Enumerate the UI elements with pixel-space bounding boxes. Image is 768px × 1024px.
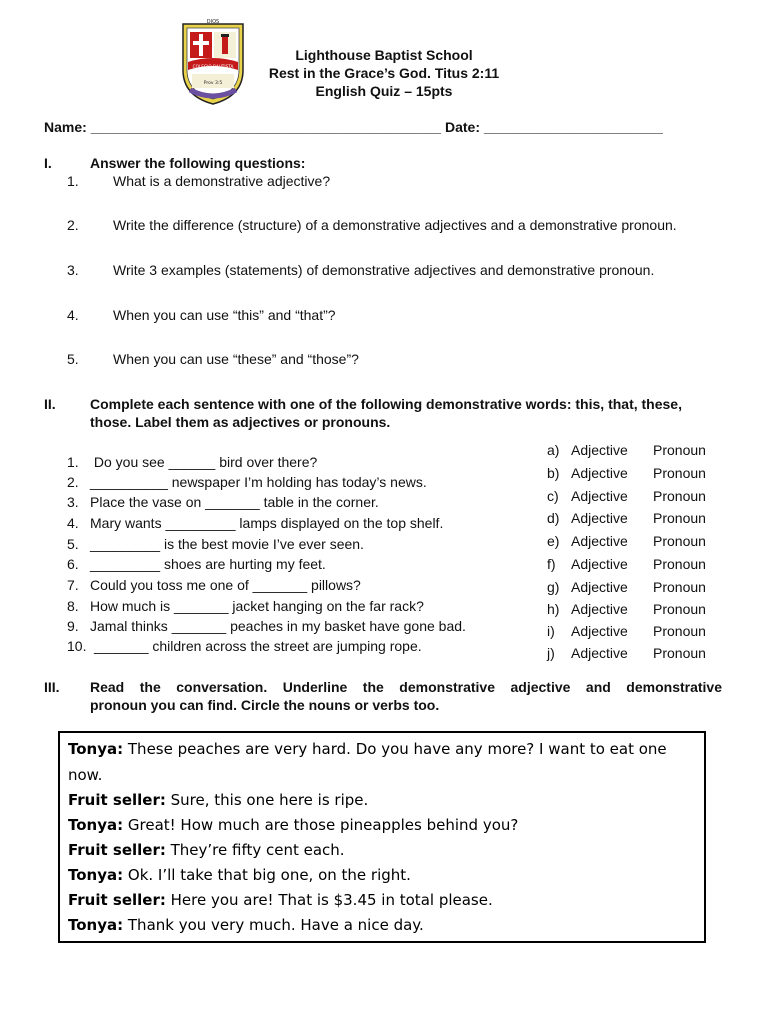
conversation-line (68, 891, 493, 909)
option-pronoun[interactable]: Pronoun (653, 465, 706, 481)
dialogue-text: These peaches are very hard. Do you have any more? I want to eat one (123, 740, 667, 758)
dialogue-text: They’re fifty cent each. (165, 841, 345, 859)
option-adjective[interactable]: Adjective (571, 510, 628, 526)
option-adjective[interactable]: Adjective (571, 488, 628, 504)
section3-title-line1: Read the conversation. Underline the demonstrative adjective and demonstrative (90, 679, 722, 695)
speaker-name: Tonya: (68, 916, 124, 934)
section1-title: Answer the following questions: (90, 155, 306, 171)
option-adjective[interactable]: Adjective (571, 601, 628, 617)
dialogue-text: Here you are! That is $3.45 in total please. (165, 891, 493, 909)
sentence-number: 3. (67, 494, 79, 510)
speaker-name: Fruit seller: (68, 841, 166, 859)
speaker-name: Tonya: (68, 816, 124, 834)
option-letter: b) (547, 465, 560, 481)
option-pronoun[interactable]: Pronoun (653, 601, 706, 617)
logo-verse-text: Prov 3:5 (203, 81, 223, 86)
option-letter: h) (547, 601, 560, 617)
sentence-text: Do you see ______ bird over there? (90, 454, 318, 470)
section1-number: I. (44, 155, 52, 171)
dialogue-text: Great! How much are those pineapples behind you? (123, 816, 519, 834)
option-pronoun[interactable]: Pronoun (653, 645, 706, 661)
sentence-number: 8. (67, 598, 79, 614)
logo-ribbon-text: COLEGIO BAUTISTA (192, 64, 234, 69)
question-number: 2. (67, 217, 79, 233)
option-adjective[interactable]: Adjective (571, 533, 628, 549)
sentence-text: _______ children across the street are jumping rope. (94, 638, 422, 654)
dialogue-text: Ok. I’ll take that big one, on the right. (123, 866, 411, 884)
section2-number: II. (44, 396, 56, 412)
sentence-text: How much is _______ jacket hanging on the far rack? (90, 598, 424, 614)
name-date-line (44, 119, 663, 135)
speaker-name: Fruit seller: (68, 891, 166, 909)
option-letter: e) (547, 533, 560, 549)
section2-title-line1: Complete each sentence with one of the following demonstrative words: this, that, these, (90, 396, 682, 412)
quiz-title: English Quiz – 15pts (315, 83, 453, 99)
sentence-number: 2. (67, 474, 79, 490)
conversation-line (68, 740, 667, 758)
option-adjective[interactable]: Adjective (571, 623, 628, 639)
question-number: 5. (67, 351, 79, 367)
section3-number: III. (44, 679, 60, 695)
sentence-number: 5. (67, 536, 79, 552)
sentence-number: 10. (67, 638, 87, 654)
date-label: Date: (444, 119, 480, 135)
option-adjective[interactable]: Adjective (571, 579, 628, 595)
sentence-number: 7. (67, 577, 79, 593)
sentence-number: 1. (67, 454, 79, 470)
option-letter: j) (547, 645, 555, 661)
school-motto: Rest in the Grace’s God. Titus 2:11 (268, 65, 500, 81)
sentence-text: _________ is the best movie I’ve ever seen. (90, 536, 364, 552)
section2-title-line2: those. Label them as adjectives or pronouns. (90, 414, 391, 430)
option-pronoun[interactable]: Pronoun (653, 510, 706, 526)
section3-title-line2: pronoun you can find. Circle the nouns or verbs too. (90, 697, 440, 713)
question-text: Write the difference (structure) of a demonstrative adjectives and a demonstrative pronoun. (113, 217, 677, 233)
option-letter: f) (547, 556, 556, 572)
conversation-line (68, 841, 345, 859)
sentence-text: Place the vase on _______ table in the corner. (90, 494, 379, 510)
sentence-text: __________ newspaper I’m holding has today’s news. (90, 474, 427, 490)
option-pronoun[interactable]: Pronoun (653, 556, 706, 572)
question-text: When you can use “these” and “those”? (113, 351, 359, 367)
option-adjective[interactable]: Adjective (571, 442, 628, 458)
conversation-line (68, 791, 368, 809)
sentence-text: Mary wants _________ lamps displayed on the top shelf. (90, 515, 444, 531)
conversation-line (68, 766, 102, 784)
sentence-text: Jamal thinks _______ peaches in my basket have gone bad. (90, 618, 466, 634)
name-label: Name: (44, 119, 87, 135)
option-letter: c) (547, 488, 559, 504)
question-text: Write 3 examples (statements) of demonstrative adjectives and demonstrative pronoun. (113, 262, 655, 278)
question-number: 4. (67, 307, 79, 323)
dialogue-text: Sure, this one here is ripe. (165, 791, 369, 809)
sentence-number: 9. (67, 618, 79, 634)
option-pronoun[interactable]: Pronoun (653, 533, 706, 549)
option-letter: a) (547, 442, 560, 458)
question-text: What is a demonstrative adjective? (113, 173, 331, 189)
sentence-number: 4. (67, 515, 79, 531)
dialogue-text: now. (68, 766, 103, 784)
name-field-line[interactable]: _____________________________________________ (90, 119, 442, 135)
question-text: When you can use “this” and “that”? (113, 307, 336, 323)
logo-top-text: DIOS (206, 19, 220, 25)
option-letter: d) (547, 510, 560, 526)
conversation-line (68, 816, 518, 834)
date-field-line[interactable]: _______________________ (483, 119, 663, 135)
school-name: Lighthouse Baptist School (295, 47, 473, 63)
conversation-line (68, 866, 411, 884)
speaker-name: Tonya: (68, 866, 124, 884)
option-pronoun[interactable]: Pronoun (653, 442, 706, 458)
option-adjective[interactable]: Adjective (571, 645, 628, 661)
option-pronoun[interactable]: Pronoun (653, 488, 706, 504)
option-pronoun[interactable]: Pronoun (653, 623, 706, 639)
conversation-box (58, 731, 706, 943)
question-number: 3. (67, 262, 79, 278)
sentence-text: _________ shoes are hurting my feet. (90, 556, 326, 572)
option-adjective[interactable]: Adjective (571, 465, 628, 481)
conversation-line (68, 916, 424, 934)
speaker-name: Fruit seller: (68, 791, 166, 809)
dialogue-text: Thank you very much. Have a nice day. (123, 916, 424, 934)
speaker-name: Tonya: (68, 740, 124, 758)
sentence-number: 6. (67, 556, 79, 572)
question-number: 1. (67, 173, 79, 189)
option-adjective[interactable]: Adjective (571, 556, 628, 572)
option-pronoun[interactable]: Pronoun (653, 579, 706, 595)
option-letter: i) (547, 623, 555, 639)
option-letter: g) (547, 579, 560, 595)
sentence-text: Could you toss me one of _______ pillows? (90, 577, 361, 593)
